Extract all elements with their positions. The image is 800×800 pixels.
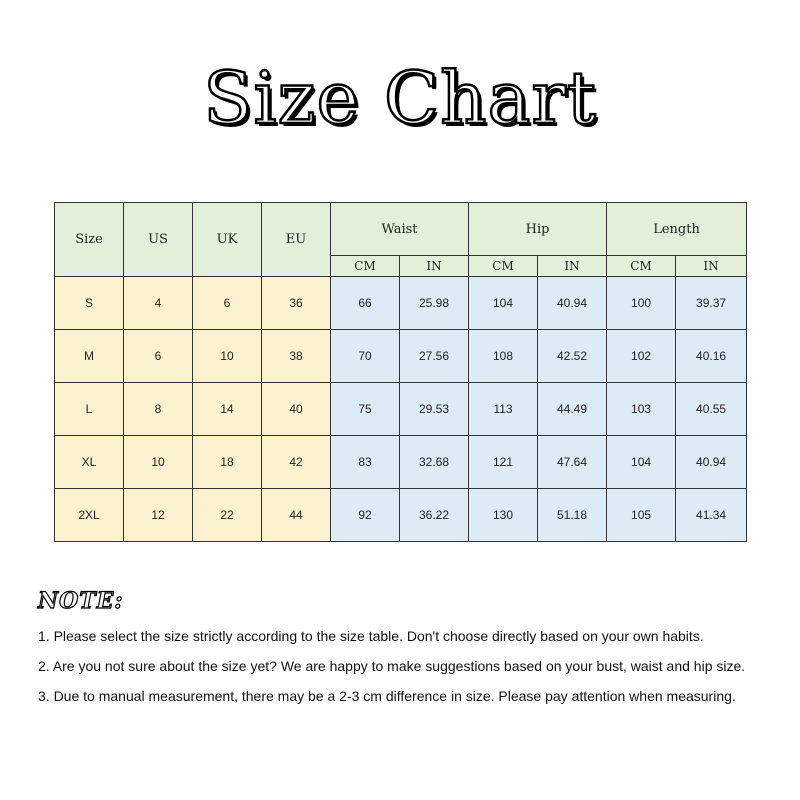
- cell-size: M: [55, 330, 124, 383]
- cell-waist-cm: 83: [331, 436, 400, 489]
- note-item: 1. Please select the size strictly according to the size table. Don't choose directly based on your own habits.: [38, 628, 704, 644]
- note-title: NOTE:: [38, 588, 124, 614]
- table-row: [55, 489, 747, 542]
- header-length: Length: [607, 203, 747, 256]
- cell-eu: 44: [262, 489, 331, 542]
- cell-size: 2XL: [55, 489, 124, 542]
- table-row: [55, 277, 747, 330]
- cell-us: 6: [124, 330, 193, 383]
- cell-hip-cm: 104: [469, 277, 538, 330]
- cell-waist-cm: 66: [331, 277, 400, 330]
- header-length-in: IN: [676, 256, 747, 277]
- cell-length-in: 40.55: [676, 383, 747, 436]
- cell-waist-in: 25.98: [400, 277, 469, 330]
- cell-waist-in: 29.53: [400, 383, 469, 436]
- header-uk: UK: [193, 203, 262, 277]
- cell-size: XL: [55, 436, 124, 489]
- cell-uk: 22: [193, 489, 262, 542]
- cell-length-in: 40.16: [676, 330, 747, 383]
- cell-length-cm: 103: [607, 383, 676, 436]
- header-hip-in: IN: [538, 256, 607, 277]
- cell-size: S: [55, 277, 124, 330]
- cell-length-cm: 105: [607, 489, 676, 542]
- table-row: [55, 330, 747, 383]
- note-item: 3. Due to manual measurement, there may be a 2-3 cm difference in size. Please pay attention when measuring.: [38, 688, 736, 704]
- cell-hip-in: 51.18: [538, 489, 607, 542]
- cell-length-cm: 102: [607, 330, 676, 383]
- cell-hip-in: 40.94: [538, 277, 607, 330]
- header-hip-cm: CM: [469, 256, 538, 277]
- header-eu: EU: [262, 203, 331, 277]
- cell-length-cm: 104: [607, 436, 676, 489]
- cell-waist-in: 27.56: [400, 330, 469, 383]
- cell-hip-in: 42.52: [538, 330, 607, 383]
- cell-size: L: [55, 383, 124, 436]
- page-title: Size Chart: [203, 56, 597, 140]
- header-length-cm: CM: [607, 256, 676, 277]
- header-waist-in: IN: [400, 256, 469, 277]
- cell-hip-cm: 130: [469, 489, 538, 542]
- table-row: [55, 436, 747, 489]
- cell-eu: 40: [262, 383, 331, 436]
- note-item: 2. Are you not sure about the size yet? We are happy to make suggestions based on your bust, waist and hip size.: [38, 658, 746, 674]
- header-hip: Hip: [469, 203, 607, 256]
- cell-length-in: 39.37: [676, 277, 747, 330]
- header-us: US: [124, 203, 193, 277]
- table-row: [55, 383, 747, 436]
- header-waist-cm: CM: [331, 256, 400, 277]
- cell-uk: 18: [193, 436, 262, 489]
- cell-waist-cm: 70: [331, 330, 400, 383]
- cell-eu: 42: [262, 436, 331, 489]
- cell-hip-in: 47.64: [538, 436, 607, 489]
- cell-uk: 14: [193, 383, 262, 436]
- cell-eu: 38: [262, 330, 331, 383]
- cell-uk: 6: [193, 277, 262, 330]
- cell-us: 8: [124, 383, 193, 436]
- cell-uk: 10: [193, 330, 262, 383]
- cell-us: 10: [124, 436, 193, 489]
- cell-waist-cm: 92: [331, 489, 400, 542]
- cell-us: 12: [124, 489, 193, 542]
- cell-waist-in: 36.22: [400, 489, 469, 542]
- cell-hip-cm: 108: [469, 330, 538, 383]
- cell-us: 4: [124, 277, 193, 330]
- cell-eu: 36: [262, 277, 331, 330]
- cell-waist-cm: 75: [331, 383, 400, 436]
- note-list: [38, 626, 778, 716]
- table-header-row: [55, 203, 747, 256]
- cell-waist-in: 32.68: [400, 436, 469, 489]
- cell-hip-cm: 121: [469, 436, 538, 489]
- cell-length-in: 40.94: [676, 436, 747, 489]
- cell-length-cm: 100: [607, 277, 676, 330]
- size-table: [54, 202, 747, 542]
- cell-hip-cm: 113: [469, 383, 538, 436]
- cell-length-in: 41.34: [676, 489, 747, 542]
- header-waist: Waist: [331, 203, 469, 256]
- cell-hip-in: 44.49: [538, 383, 607, 436]
- header-size: Size: [55, 203, 124, 277]
